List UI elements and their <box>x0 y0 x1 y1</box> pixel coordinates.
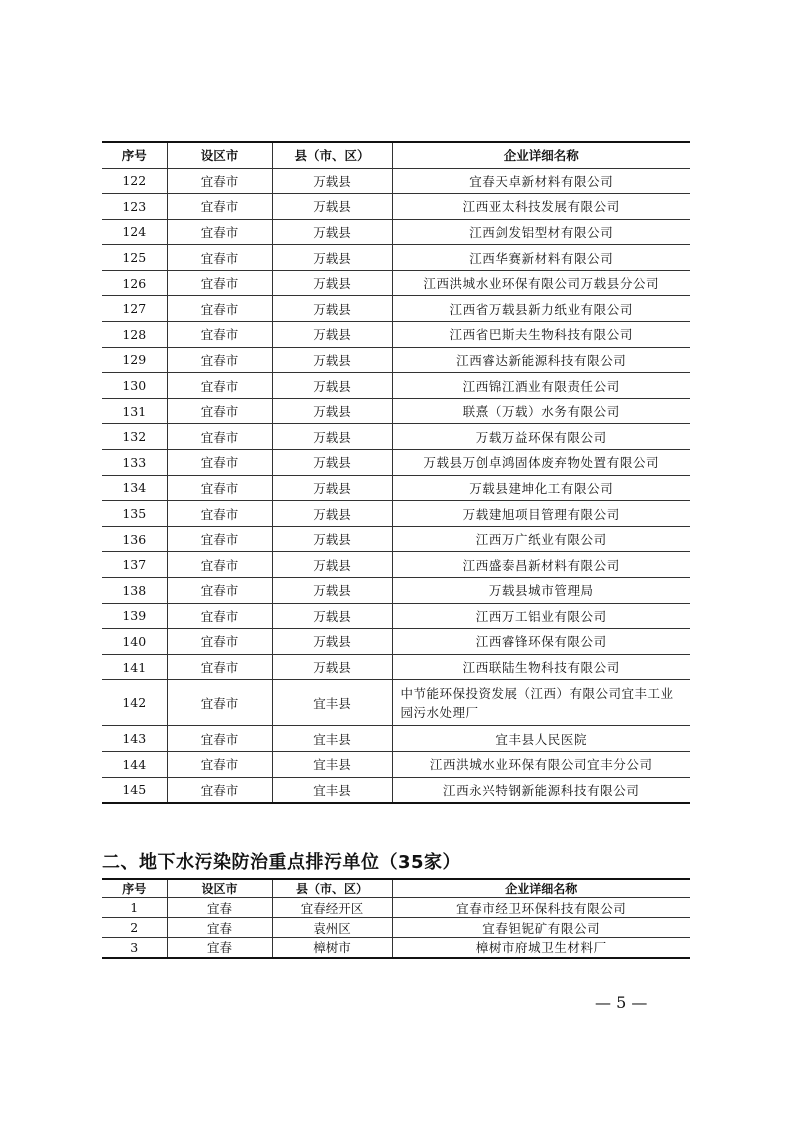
cell-county: 万载县 <box>272 552 392 578</box>
header-company: 企业详细名称 <box>392 879 690 898</box>
cell-city: 宜春市 <box>167 654 272 680</box>
cell-company: 江西盛泰昌新材料有限公司 <box>392 552 690 578</box>
table-row <box>102 898 690 918</box>
cell-index: 145 <box>122 782 147 798</box>
header-city: 设区市 <box>167 142 272 168</box>
cell-company: 江西万工铝业有限公司 <box>392 603 690 629</box>
cell-company: 宜春钽铌矿有限公司 <box>392 918 690 938</box>
cell-company: 联熹（万载）水务有限公司 <box>392 398 690 424</box>
cell-index: 133 <box>102 450 167 476</box>
cell-city: 宜春市 <box>167 450 272 476</box>
cell-company: 宜春市经卫环保科技有限公司 <box>392 898 690 918</box>
cell-index: 128 <box>102 322 167 348</box>
cell-index: 144 <box>102 751 167 777</box>
section-title: 二、地下水污染防治重点排污单位（35家） <box>102 852 462 873</box>
cell-company: 江西联陆生物科技有限公司 <box>392 654 690 680</box>
cell-city: 宜春市 <box>167 726 272 752</box>
cell-company: 江西亚太科技发展有限公司 <box>392 194 690 220</box>
cell-county: 万载县 <box>272 629 392 655</box>
table-row <box>102 245 690 271</box>
cell-company: 万载县万创卓鸿固体废弃物处置有限公司 <box>392 450 690 476</box>
cell-city: 宜春市 <box>167 578 272 604</box>
cell-company: 江西剑发铝型材有限公司 <box>392 219 690 245</box>
cell-city: 宜春市 <box>167 751 272 777</box>
cell-company: 宜春天卓新材料有限公司 <box>392 168 690 194</box>
cell-company: 江西省万载县新力纸业有限公司 <box>392 296 690 322</box>
header-company: 企业详细名称 <box>392 142 690 168</box>
table-row <box>102 552 690 578</box>
cell-index: 126 <box>102 270 167 296</box>
cell-county: 万载县 <box>272 450 392 476</box>
cell-company: 万载万益环保有限公司 <box>392 424 690 450</box>
cell-company: 江西洪城水业环保有限公司万载县分公司 <box>392 270 690 296</box>
cell-index: 134 <box>102 475 167 501</box>
table-row <box>102 629 690 655</box>
cell-county: 宜丰县 <box>272 777 392 803</box>
cell-city: 宜春市 <box>167 526 272 552</box>
table-row <box>102 751 690 777</box>
cell-company: 樟树市府城卫生材料厂 <box>392 938 690 958</box>
table-row <box>102 680 690 726</box>
cell-index: 132 <box>102 424 167 450</box>
cell-city: 宜春 <box>167 938 272 958</box>
cell-city: 宜春市 <box>167 424 272 450</box>
cell-index: 143 <box>102 726 167 752</box>
table-row <box>102 603 690 629</box>
cell-city: 宜春市 <box>167 629 272 655</box>
table-row <box>102 347 690 373</box>
cell-company: 江西锦江酒业有限责任公司 <box>392 373 690 399</box>
page-number: — 5 — <box>595 993 648 1012</box>
cell-county: 宜春经开区 <box>272 898 392 918</box>
table-row <box>102 654 690 680</box>
cell-company: 江西永兴特钢新能源科技有限公司 <box>392 777 690 803</box>
table-row <box>102 501 690 527</box>
cell-city: 宜春市 <box>167 501 272 527</box>
cell-index: 140 <box>102 629 167 655</box>
cell-index: 131 <box>102 398 167 424</box>
cell-county: 万载县 <box>272 501 392 527</box>
cell-index: 139 <box>102 603 167 629</box>
cell-index: 142 <box>102 680 167 726</box>
cell-city: 宜春市 <box>167 680 272 726</box>
table-row <box>102 194 690 220</box>
table-row <box>102 726 690 752</box>
header-county: 县（市、区） <box>272 879 392 898</box>
cell-company: 中节能环保投资发展（江西）有限公司宜丰工业园污水处理厂 <box>392 680 690 726</box>
cell-company: 江西睿锋环保有限公司 <box>392 629 690 655</box>
cell-county: 宜丰县 <box>272 751 392 777</box>
header-county: 县（市、区） <box>272 142 392 168</box>
cell-city: 宜春市 <box>167 552 272 578</box>
table-row <box>102 938 690 958</box>
table-row <box>102 296 690 322</box>
table-row <box>102 526 690 552</box>
cell-index: 136 <box>102 526 167 552</box>
cell-city: 宜春市 <box>167 322 272 348</box>
table-row <box>102 918 690 938</box>
cell-index: 123 <box>102 194 167 220</box>
cell-county: 万载县 <box>272 270 392 296</box>
cell-county: 宜丰县 <box>272 680 392 726</box>
cell-index: 137 <box>102 552 167 578</box>
cell-company: 江西华赛新材料有限公司 <box>392 245 690 271</box>
cell-county: 万载县 <box>272 398 392 424</box>
cell-company: 万载县城市管理局 <box>392 578 690 604</box>
enterprise-table-2 <box>102 878 690 959</box>
cell-index: 138 <box>102 578 167 604</box>
cell-county: 万载县 <box>272 194 392 220</box>
cell-county: 宜丰县 <box>272 726 392 752</box>
cell-county: 万载县 <box>272 219 392 245</box>
cell-index: 141 <box>102 654 167 680</box>
table-row <box>102 475 690 501</box>
table-row <box>102 373 690 399</box>
cell-county: 万载县 <box>272 424 392 450</box>
cell-county: 万载县 <box>272 373 392 399</box>
cell-city: 宜春市 <box>167 373 272 399</box>
table-row <box>102 322 690 348</box>
cell-county: 袁州区 <box>272 918 392 938</box>
cell-index: 124 <box>102 219 167 245</box>
cell-city: 宜春市 <box>167 168 272 194</box>
cell-county: 万载县 <box>272 475 392 501</box>
cell-index: 135 <box>102 501 167 527</box>
cell-county: 万载县 <box>272 322 392 348</box>
cell-index: 130 <box>102 373 167 399</box>
cell-county: 万载县 <box>272 603 392 629</box>
cell-city: 宜春市 <box>167 777 272 803</box>
cell-city: 宜春市 <box>167 245 272 271</box>
cell-county: 万载县 <box>272 526 392 552</box>
table-row <box>102 398 690 424</box>
cell-company: 万载县建坤化工有限公司 <box>392 475 690 501</box>
cell-county: 万载县 <box>272 168 392 194</box>
table-row <box>102 777 690 803</box>
cell-city: 宜春 <box>167 898 272 918</box>
cell-county: 万载县 <box>272 245 392 271</box>
cell-index: 122 <box>102 168 167 194</box>
cell-city: 宜春市 <box>167 398 272 424</box>
table-row <box>102 168 690 194</box>
cell-county: 樟树市 <box>272 938 392 958</box>
cell-index: 125 <box>102 245 167 271</box>
enterprise-table-1 <box>102 141 690 804</box>
header-index: 序号 <box>102 879 167 898</box>
cell-index: 129 <box>102 347 167 373</box>
cell-company: 江西睿达新能源科技有限公司 <box>392 347 690 373</box>
cell-county: 万载县 <box>272 578 392 604</box>
cell-index: 127 <box>102 296 167 322</box>
header-city: 设区市 <box>167 879 272 898</box>
cell-city: 宜春市 <box>167 475 272 501</box>
table-row <box>102 219 690 245</box>
table-row <box>102 578 690 604</box>
cell-company: 宜丰县人民医院 <box>392 726 690 752</box>
table-row <box>102 450 690 476</box>
table-header-row <box>102 142 690 168</box>
cell-company: 江西省巴斯夫生物科技有限公司 <box>392 322 690 348</box>
cell-city: 宜春市 <box>167 219 272 245</box>
cell-city: 宜春市 <box>167 296 272 322</box>
table-header-row <box>102 879 690 898</box>
cell-company: 江西万广纸业有限公司 <box>392 526 690 552</box>
cell-index: 3 <box>130 939 139 955</box>
cell-company: 江西洪城水业环保有限公司宜丰分公司 <box>392 751 690 777</box>
table-row <box>102 424 690 450</box>
cell-index: 2 <box>102 918 167 938</box>
cell-company: 万载建旭项目管理有限公司 <box>392 501 690 527</box>
header-index: 序号 <box>102 142 167 168</box>
cell-city: 宜春市 <box>167 194 272 220</box>
cell-county: 万载县 <box>272 347 392 373</box>
cell-index: 1 <box>102 898 167 918</box>
cell-county: 万载县 <box>272 654 392 680</box>
cell-city: 宜春市 <box>167 347 272 373</box>
cell-city: 宜春市 <box>167 603 272 629</box>
cell-city: 宜春 <box>167 918 272 938</box>
table-row <box>102 270 690 296</box>
cell-city: 宜春市 <box>167 270 272 296</box>
cell-county: 万载县 <box>272 296 392 322</box>
